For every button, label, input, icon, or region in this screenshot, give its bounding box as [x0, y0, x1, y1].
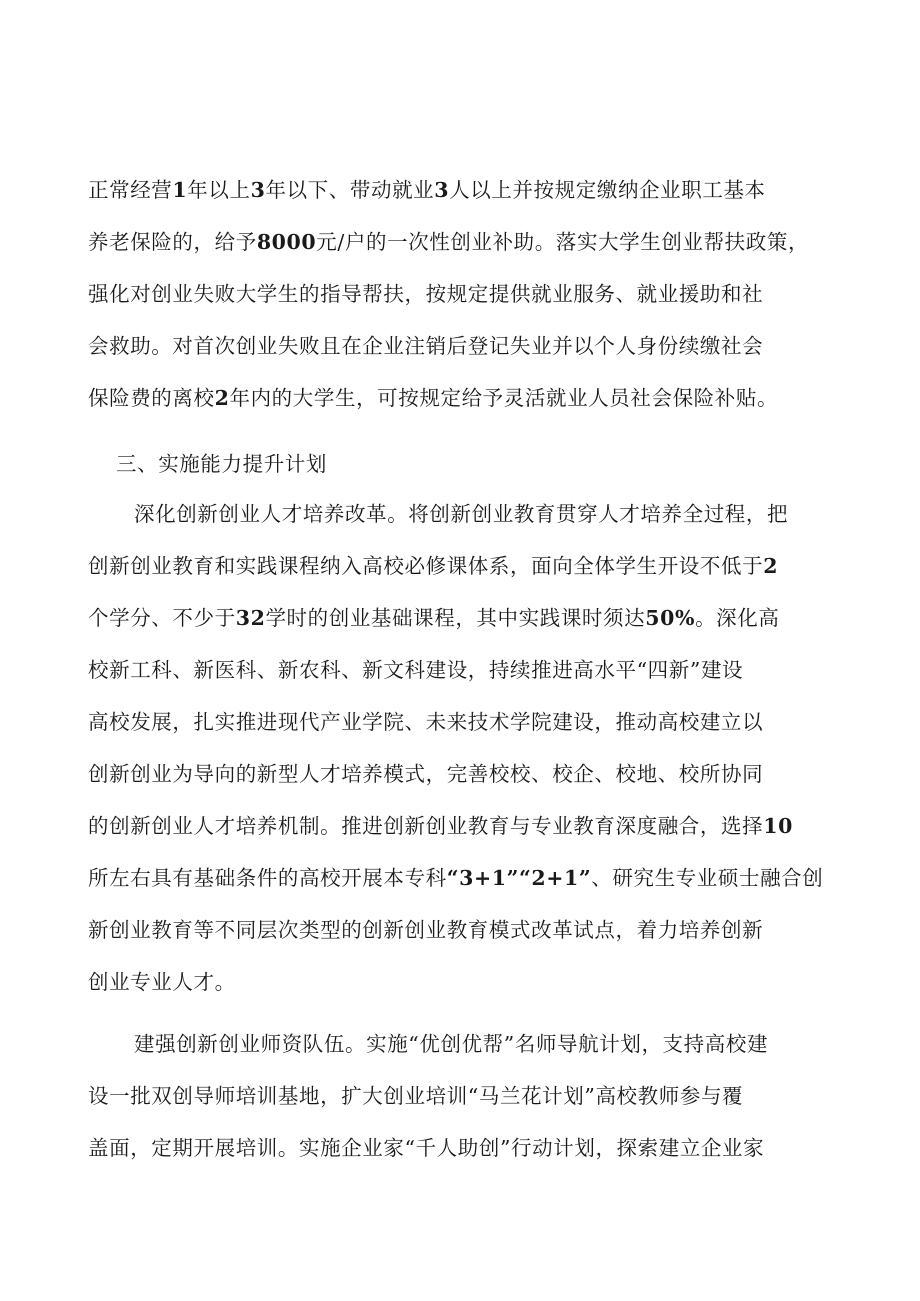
text-line: 个学分、不少于32学时的创业基础课程，其中实践课时须达50%。深化高	[88, 606, 780, 630]
text-line: 创业专业人才。	[88, 970, 236, 994]
text-line: 建强创新创业师资队伍。实施“优创优帮”名师导航计划，支持高校建	[134, 1032, 769, 1056]
text-line: 强化对创业失败大学生的指导帮扶，按规定提供就业服务、就业援助和社	[88, 282, 764, 306]
section-heading: 三、实施能力提升计划	[116, 452, 327, 476]
text-line: 设一批双创导师培训基地，扩大创业培训“马兰花计划”高校教师参与覆	[88, 1084, 744, 1108]
text-line: 新创业教育等不同层次类型的创新创业教育模式改革试点，着力培养创新	[88, 918, 764, 942]
text-line: 高校发展，扎实推进现代产业学院、未来技术学院建设，推动高校建立以	[88, 710, 764, 734]
text-line: 创新创业为导向的新型人才培养模式，完善校校、校企、校地、校所协同	[88, 762, 764, 786]
text-line: 校新工科、新医科、新农科、新文科建设，持续推进高水平“四新”建设	[88, 658, 744, 682]
text-line: 会救助。对首次创业失败且在企业注销后登记失业并以个人身份续缴社会	[88, 334, 764, 358]
text-line: 所左右具有基础条件的高校开展本专科“3+1”“2+1”、研究生专业硕士融合创	[88, 866, 824, 890]
text-line: 的创新创业人才培养机制。推进创新创业教育与专业教育深度融合，选择10	[88, 814, 793, 838]
text-line: 盖面，定期开展培训。实施企业家“千人助创”行动计划，探索建立企业家	[88, 1136, 765, 1160]
text-line: 正常经营1年以上3年以下、带动就业3人以上并按规定缴纳企业职工基本	[88, 178, 766, 202]
text-line: 保险费的离校2年内的大学生，可按规定给予灵活就业人员社会保险补贴。	[88, 386, 779, 410]
text-line: 创新创业教育和实践课程纳入高校必修课体系，面向全体学生开设不低于2	[88, 554, 779, 578]
text-line: 养老保险的，给予8000元/户的一次性创业补助。落实大学生创业帮扶政策，	[88, 230, 810, 254]
text-line: 深化创新创业人才培养改革。将创新创业教育贯穿人才培养全过程，把	[134, 502, 789, 526]
